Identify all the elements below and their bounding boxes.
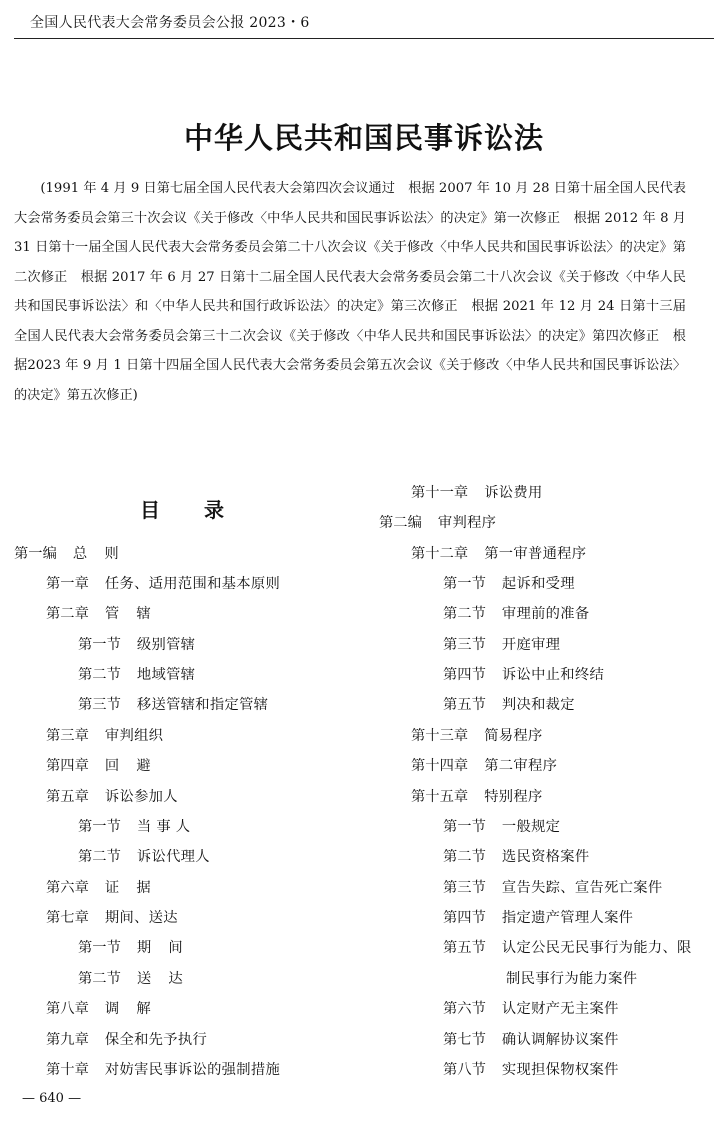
- toc-entry-title: 认定财产无主案件: [501, 1001, 619, 1017]
- toc-entry-title: 总则: [72, 546, 136, 562]
- toc-entry-title: 审理前的准备: [501, 606, 590, 622]
- toc-entry-title: 起诉和受理: [501, 576, 575, 592]
- toc-entry: [78, 969, 200, 989]
- toc-entry: [443, 938, 692, 958]
- toc-entry-number: 第十四章: [411, 758, 469, 774]
- toc-entry: [411, 787, 543, 807]
- toc-entry-number: 第二节: [443, 849, 486, 865]
- toc-entry: [46, 878, 168, 898]
- toc-entry-number: 第九章: [46, 1032, 89, 1048]
- toc-entry-title: 第一审普通程序: [484, 546, 587, 562]
- toc-entry-number: 第二节: [78, 849, 121, 865]
- toc-entry-title: 开庭审理: [501, 637, 561, 653]
- toc-entry-title: 确认调解协议案件: [501, 1032, 619, 1048]
- toc-entry-title: 当 事 人: [136, 819, 191, 835]
- toc-entry-number: 第四节: [443, 667, 486, 683]
- toc-entry: [443, 878, 662, 898]
- toc-entry-number: 第二编: [379, 515, 422, 531]
- toc-entry-title: 实现担保物权案件: [501, 1062, 619, 1078]
- toc-entry-number: 第八章: [46, 1001, 89, 1017]
- toc-entry-number: 第一节: [78, 940, 121, 956]
- toc-entry-number: 第一节: [443, 576, 486, 592]
- toc-entry-title: 期间: [136, 940, 200, 956]
- toc-entry-number: 第十三章: [411, 728, 469, 744]
- toc-entry: [443, 635, 560, 655]
- toc-entry-number: 第二节: [78, 971, 121, 987]
- toc-entry: [443, 847, 589, 867]
- toc-entry-title: 证据: [104, 880, 168, 896]
- toc-entry-title: 判决和裁定: [501, 697, 575, 713]
- toc-entry-number: 第七节: [443, 1032, 486, 1048]
- toc-entry: [46, 574, 280, 594]
- toc-entry: [78, 817, 190, 837]
- toc-entry-number: 第七章: [46, 910, 89, 926]
- toc-entry-number: 第一编: [14, 546, 57, 562]
- toc-entry-title: 选民资格案件: [501, 849, 590, 865]
- toc-entry: [443, 1030, 619, 1050]
- toc-entry-title: 诉讼参加人: [104, 789, 178, 805]
- toc-entry-title: 回避: [104, 758, 168, 774]
- toc-entry-title: 诉讼中止和终结: [501, 667, 605, 683]
- toc-entry-title: 对妨害民事诉讼的强制措施: [104, 1062, 281, 1078]
- toc-entry: [379, 513, 496, 533]
- toc-entry: [443, 999, 619, 1019]
- toc-entry-title: 管辖: [104, 606, 168, 622]
- toc-entry-number: 第十一章: [411, 485, 469, 501]
- toc-entry-title: 审判组织: [104, 728, 164, 744]
- toc-entry: [46, 908, 178, 928]
- toc-entry-number: 第十五章: [411, 789, 469, 805]
- toc-entry-title: 诉讼代理人: [136, 849, 210, 865]
- toc-entry-number: 第三章: [46, 728, 89, 744]
- toc-entry: [411, 726, 543, 746]
- toc-entry-title: 宣告失踪、宣告死亡案件: [501, 880, 663, 896]
- toc-entry-title: 第二审程序: [484, 758, 558, 774]
- toc-entry: [78, 635, 195, 655]
- toc-entry-title: 调解: [104, 1001, 168, 1017]
- toc-entry-number: 第一节: [78, 819, 121, 835]
- toc-entry-number: 第四节: [443, 910, 486, 926]
- toc-heading-mu: 目: [140, 498, 160, 522]
- toc-entry-title: 诉讼费用: [484, 485, 543, 501]
- toc-entry: [443, 665, 604, 685]
- toc-entry: [46, 1060, 280, 1080]
- toc-entry-number: 第六节: [443, 1001, 486, 1017]
- toc-entry: [46, 1030, 207, 1050]
- law-title: 中华人民共和国民事诉讼法: [183, 121, 544, 155]
- toc-entry: [46, 604, 168, 624]
- toc-entry-number: 第三节: [78, 697, 121, 713]
- toc-entry-number: 第二节: [78, 667, 121, 683]
- toc-entry-number: 第一节: [443, 819, 486, 835]
- toc-entry: [443, 574, 575, 594]
- toc-entry: [443, 604, 589, 624]
- toc-entry-number: 第一章: [46, 576, 89, 592]
- toc-entry-continuation: [506, 969, 637, 989]
- toc-heading: [140, 494, 224, 523]
- toc-entry: [443, 908, 633, 928]
- page-number: — 640 —: [22, 1091, 82, 1106]
- toc-entry: [411, 483, 543, 503]
- toc-entry: [46, 726, 163, 746]
- toc-entry-title: 送达: [136, 971, 200, 987]
- toc-entry-title: 简易程序: [484, 728, 543, 744]
- toc-entry: [78, 665, 195, 685]
- toc-entry-title: 地域管辖: [136, 667, 196, 683]
- toc-entry-title: 审判程序: [437, 515, 497, 531]
- toc-entry: [46, 787, 178, 807]
- toc-entry-number: 第二节: [443, 606, 486, 622]
- toc-entry-number: 第十章: [46, 1062, 89, 1078]
- toc-entry-number: 第六章: [46, 880, 89, 896]
- toc-entry: [411, 544, 586, 564]
- amendment-history: (1991 年 4 月 9 日第七届全国人民代表大会第四次会议通过 根据 2007 年 10 月 28 日第十届全国人民代表大会常务委员会第三十次会议《关于修改〈中华人民共和国民事诉讼法〉的决定》第一次修正 根据 2012 年 8 月 31 日第十一届全国人民代表大会常务委员会第二十八次会议《关于修改〈中华人民共和国民事诉讼法〉的决定》第二次修正 根据 2017 年 6 月 27 日第十二届全国人民代表大会常务委员会第二十八次会议《关于修改〈中华人民共和国民事诉讼法〉和〈中华人民共和国行政诉讼法〉的决定》第三次修正 根据 2021 年 12 月 24 日第十三届全国人民代表大会常务委员会第三十二次会议《关于修改〈中华人民共和国民事诉讼法〉的决定》第四次修正 根据2023 年 9 月 1 日第十四届全国人民代表大会常务委员会第五次会议《关于修改〈中华人民共和国民事诉讼法〉的决定》第五次修正): [14, 181, 686, 403]
- toc-entry: [78, 938, 200, 958]
- toc-entry-number: 第十二章: [411, 546, 469, 562]
- toc-entry-number: 第二章: [46, 606, 89, 622]
- toc-entry: [78, 847, 210, 867]
- toc-entry-title: 级别管辖: [136, 637, 196, 653]
- toc-entry: [14, 544, 136, 564]
- toc-entry: [443, 817, 560, 837]
- toc-entry: [46, 999, 168, 1019]
- toc-entry-title: 一般规定: [501, 819, 561, 835]
- toc-entry-title: 认定公民无民事行为能力、限: [501, 940, 692, 956]
- gazette-header: 全国人民代表大会常务委员会公报 2023・6: [30, 15, 310, 31]
- toc-entry-number: 第三节: [443, 880, 486, 896]
- toc-entry-number: 第五节: [443, 697, 486, 713]
- toc-entry-title: 期间、送达: [104, 910, 178, 926]
- header-rule: [14, 38, 714, 39]
- toc-entry-number: 第八节: [443, 1062, 486, 1078]
- toc-entry: [443, 695, 575, 715]
- toc-entry-title: 移送管辖和指定管辖: [136, 697, 269, 713]
- toc-entry: [78, 695, 268, 715]
- toc-entry-title: 保全和先予执行: [104, 1032, 208, 1048]
- toc-entry-number: 第四章: [46, 758, 89, 774]
- toc-entry-number: 第五章: [46, 789, 89, 805]
- toc-entry-number: 第三节: [443, 637, 486, 653]
- toc-entry-title: 特别程序: [484, 789, 543, 805]
- toc-entry-number: 第五节: [443, 940, 486, 956]
- toc-heading-lu: 录: [204, 498, 224, 522]
- toc-entry-title: 制民事行为能力案件: [506, 971, 638, 987]
- toc-entry: [411, 756, 557, 776]
- toc-entry-number: 第一节: [78, 637, 121, 653]
- toc-entry: [46, 756, 168, 776]
- toc-entry-title: 任务、适用范围和基本原则: [104, 576, 281, 592]
- toc-entry-title: 指定遗产管理人案件: [501, 910, 634, 926]
- toc-entry: [443, 1060, 619, 1080]
